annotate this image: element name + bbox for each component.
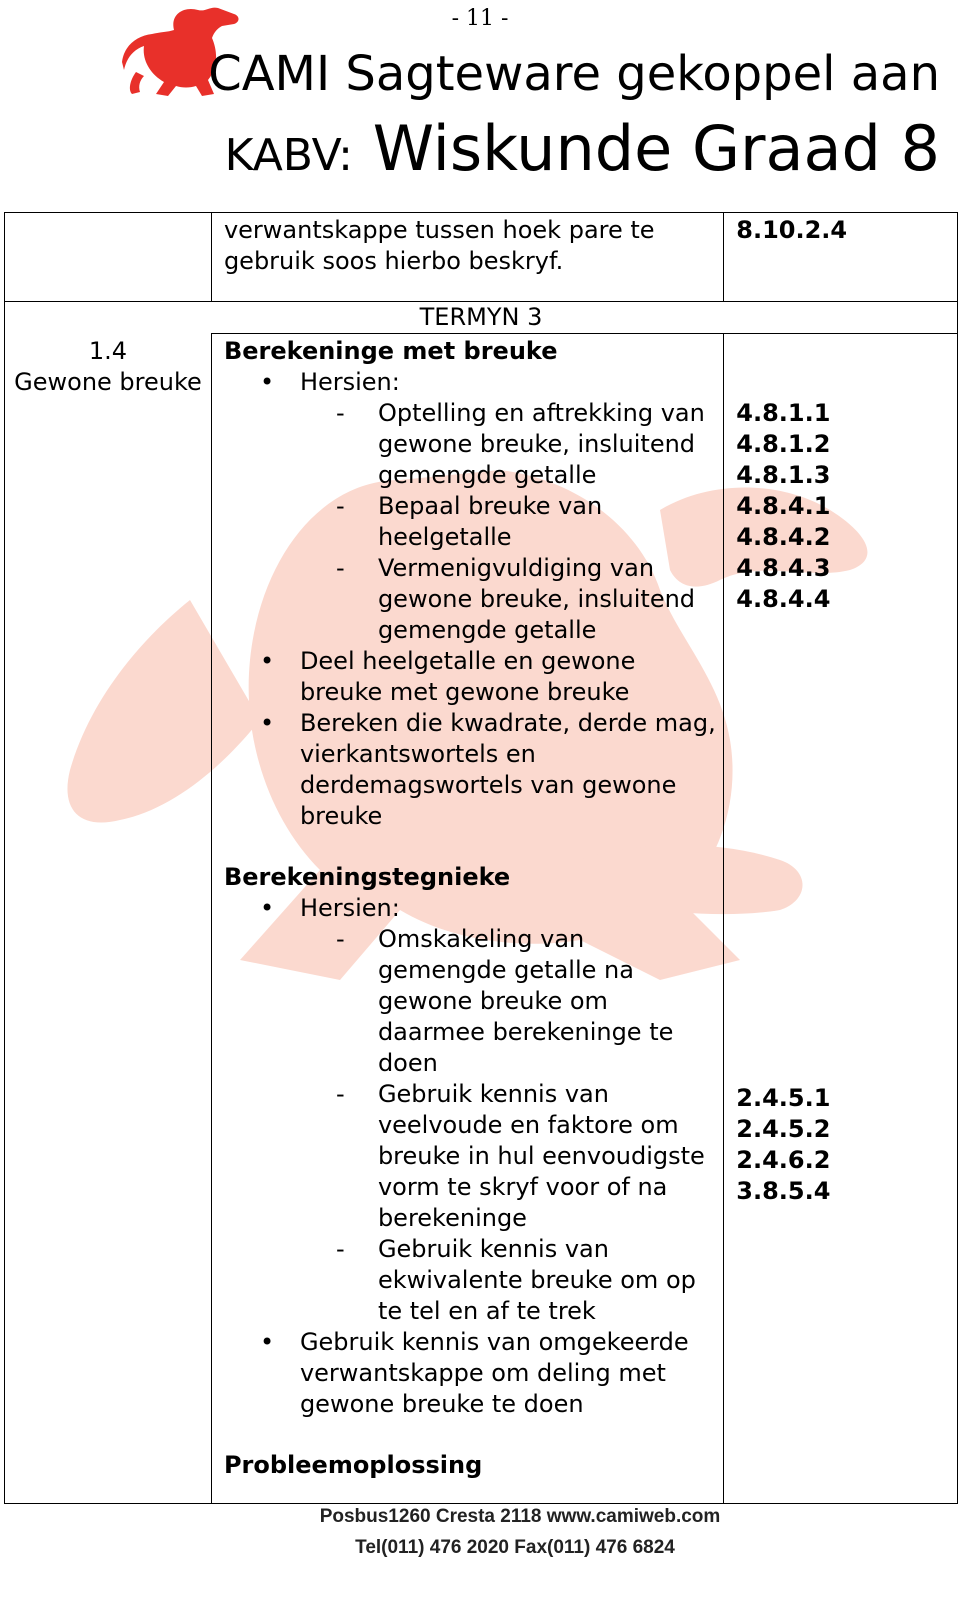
bullet-item: • Hersien:	[224, 367, 717, 398]
ref-code: 4.8.4.3	[736, 554, 831, 582]
refs-cell	[724, 334, 958, 1504]
section-heading: Berekeninge met breuke	[223, 337, 558, 365]
ref-code: 4.8.4.4	[736, 585, 831, 613]
ref-code: 4.8.1.1	[736, 399, 831, 427]
ref-code: 2.4.5.2	[736, 1115, 831, 1143]
previous-row	[5, 213, 958, 302]
footer-contact: Tel(011) 476 2020 Fax(011) 476 6824	[355, 1537, 675, 1558]
prev-content-cell: verwantskappe tussen hoek pare te gebruik soos hierbo beskryf.	[211, 213, 723, 302]
unit-name: Gewone breuke	[14, 367, 202, 396]
sub-item: - Vermenigvuldiging van gewone breuke, insluitend gemengde getalle	[224, 553, 717, 646]
section-heading: Berekeningstegnieke	[223, 863, 511, 891]
ref-code: 4.8.4.1	[736, 492, 831, 520]
title-line-2-wrap	[225, 112, 940, 185]
unit-row	[5, 334, 958, 1504]
title-line-2: Wiskunde Graad 8	[372, 112, 940, 185]
bullet-item: • Gebruik kennis van omgekeerde verwantskappe om deling met gewone breuke te doen	[224, 1327, 717, 1420]
ref-code: 2.4.5.1	[736, 1084, 831, 1112]
footer-address: Posbus1260 Cresta 2118 www.camiweb.com	[319, 1506, 721, 1527]
sub-item: - Omskakeling van gemengde getalle na gewone breuke om daarmee berekeninge te doen	[224, 924, 717, 1079]
ref-code: 4.8.4.2	[736, 523, 831, 551]
sub-item: - Gebruik kennis van ekwivalente breuke om op te tel en af te trek	[224, 1234, 717, 1327]
bullet-item: • Hersien:	[224, 893, 717, 924]
prev-unit-cell	[5, 213, 212, 302]
unit-cell	[5, 334, 212, 1504]
sub-item: - Optelling en aftrekking van gewone breuke, insluitend gemengde getalle	[224, 398, 717, 491]
title-line-1: CAMI Sagteware gekoppel aan	[208, 46, 940, 102]
unit-number: 1.4	[88, 336, 128, 365]
ref-code: 3.8.5.4	[736, 1177, 831, 1205]
term-heading: TERMYN 3	[5, 302, 958, 334]
prev-ref-cell: 8.10.2.4	[724, 213, 958, 302]
ref-code: 2.4.6.2	[736, 1146, 831, 1174]
sub-item: - Gebruik kennis van veelvoude en faktore om breuke in hul eenvoudigste vorm te skryf voor of na berekeninge	[224, 1079, 717, 1234]
title-prefix: KABV:	[224, 130, 353, 181]
ref-code: 4.8.1.2	[736, 430, 831, 458]
curriculum-table	[4, 212, 958, 1504]
ref-code: 4.8.1.3	[736, 461, 831, 489]
page-number: - 11 -	[451, 6, 509, 31]
term-row	[5, 302, 958, 334]
bullet-item: • Deel heelgetalle en gewone breuke met gewone breuke	[224, 646, 717, 708]
content-cell	[211, 334, 723, 1504]
sub-item: - Bepaal breuke van heelgetalle	[224, 491, 717, 553]
section-heading: Probleemoplossing	[223, 1451, 483, 1479]
bullet-item: • Bereken die kwadrate, derde mag, vierkantswortels en derdemagswortels van gewone breuke	[224, 708, 717, 832]
